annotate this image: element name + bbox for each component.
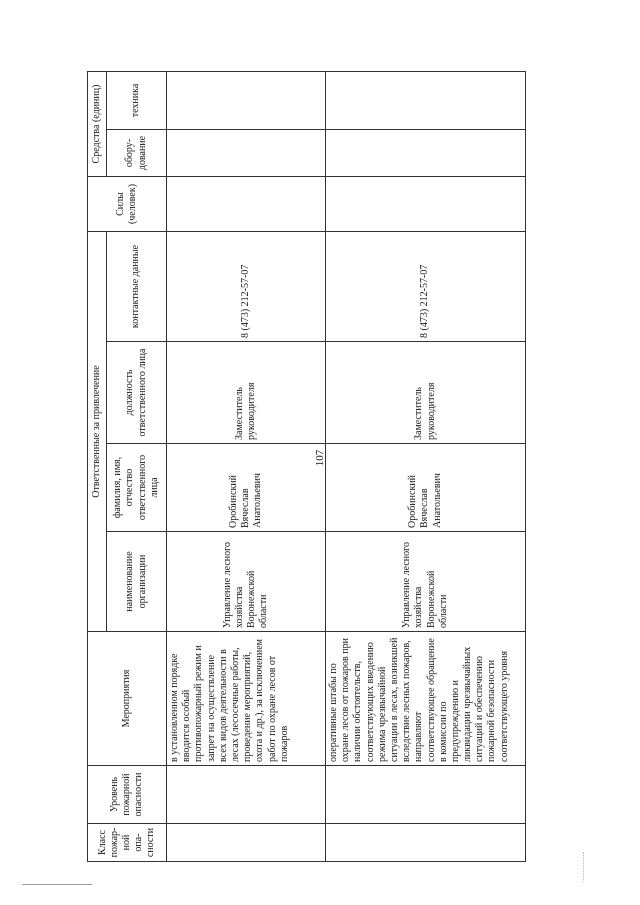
table-row [326, 72, 526, 862]
scan-edge-dots [583, 852, 586, 882]
header-equipment: обору-дование [107, 130, 167, 177]
header-contacts: контактные данные [107, 232, 167, 342]
cell-equipment [167, 130, 326, 177]
cell-forces [326, 177, 526, 232]
table-row [167, 72, 326, 862]
cell-equipment [326, 130, 526, 177]
cell-measures: в установленном порядке вводится особый противопожарный режим и запрет на осуществление всех видов деятельности в лесах (лесосечные работы, проведение мероприятий, охота и др.), за исключением работ по охране лесов от пожаров [167, 632, 326, 766]
header-position: должность ответственного лица [107, 342, 167, 444]
cell-position: Заместитель руководителя [167, 342, 326, 444]
header-class: Класс пожар-ной опа-сности [88, 824, 167, 862]
scan-edge-line [22, 884, 92, 885]
cell-contacts: 8 (473) 212-57-07 [167, 232, 326, 342]
header-responsible-group: Ответственные за привлечение [88, 232, 107, 632]
cell-level [326, 766, 526, 824]
header-level: Уровень пожарной опасности [88, 766, 167, 824]
cell-position: Заместитель руководителя [326, 342, 526, 444]
header-full-name: фамилия, имя, отчество ответственного лица [107, 444, 167, 532]
cell-class [326, 824, 526, 862]
cell-measures: оперативные штабы по охране лесов от пожаров при наличии обстоятельств, соответствующих введению режима чрезвычайной ситуации в лесах, возникшей вследствие лесных пожаров, направляют соответствующее обращение в комиссии по предупреждению и ликвидации чрезвычайных ситуаций и обеспечению пожарной безопасности соответствующего уровня [326, 632, 526, 766]
cell-org-name: Управление лесного хозяйства Воронежской области [167, 532, 326, 632]
cell-org-name: Управление лесного хозяйства Воронежской области [326, 532, 526, 632]
header-forces: Силы (человек) [88, 177, 167, 232]
cell-full-name: Оробинский Вячеслав Анатольевич [167, 444, 326, 532]
cell-machinery [167, 72, 326, 130]
cell-machinery [326, 72, 526, 130]
document-table-rotated [87, 72, 640, 862]
cell-forces [167, 177, 326, 232]
header-machinery: техника [107, 72, 167, 130]
fire-danger-table [87, 71, 526, 862]
cell-level [167, 766, 326, 824]
cell-class [167, 824, 326, 862]
cell-full-name: Оробинский Вячеслав Анатольевич [326, 444, 526, 532]
header-means-group: Средства (единиц) [88, 72, 107, 177]
page-number: 107 [314, 449, 326, 467]
cell-contacts: 8 (473) 212-57-07 [326, 232, 526, 342]
header-org-name: наименование организации [107, 532, 167, 632]
header-measures: Мероприятия [88, 632, 167, 766]
